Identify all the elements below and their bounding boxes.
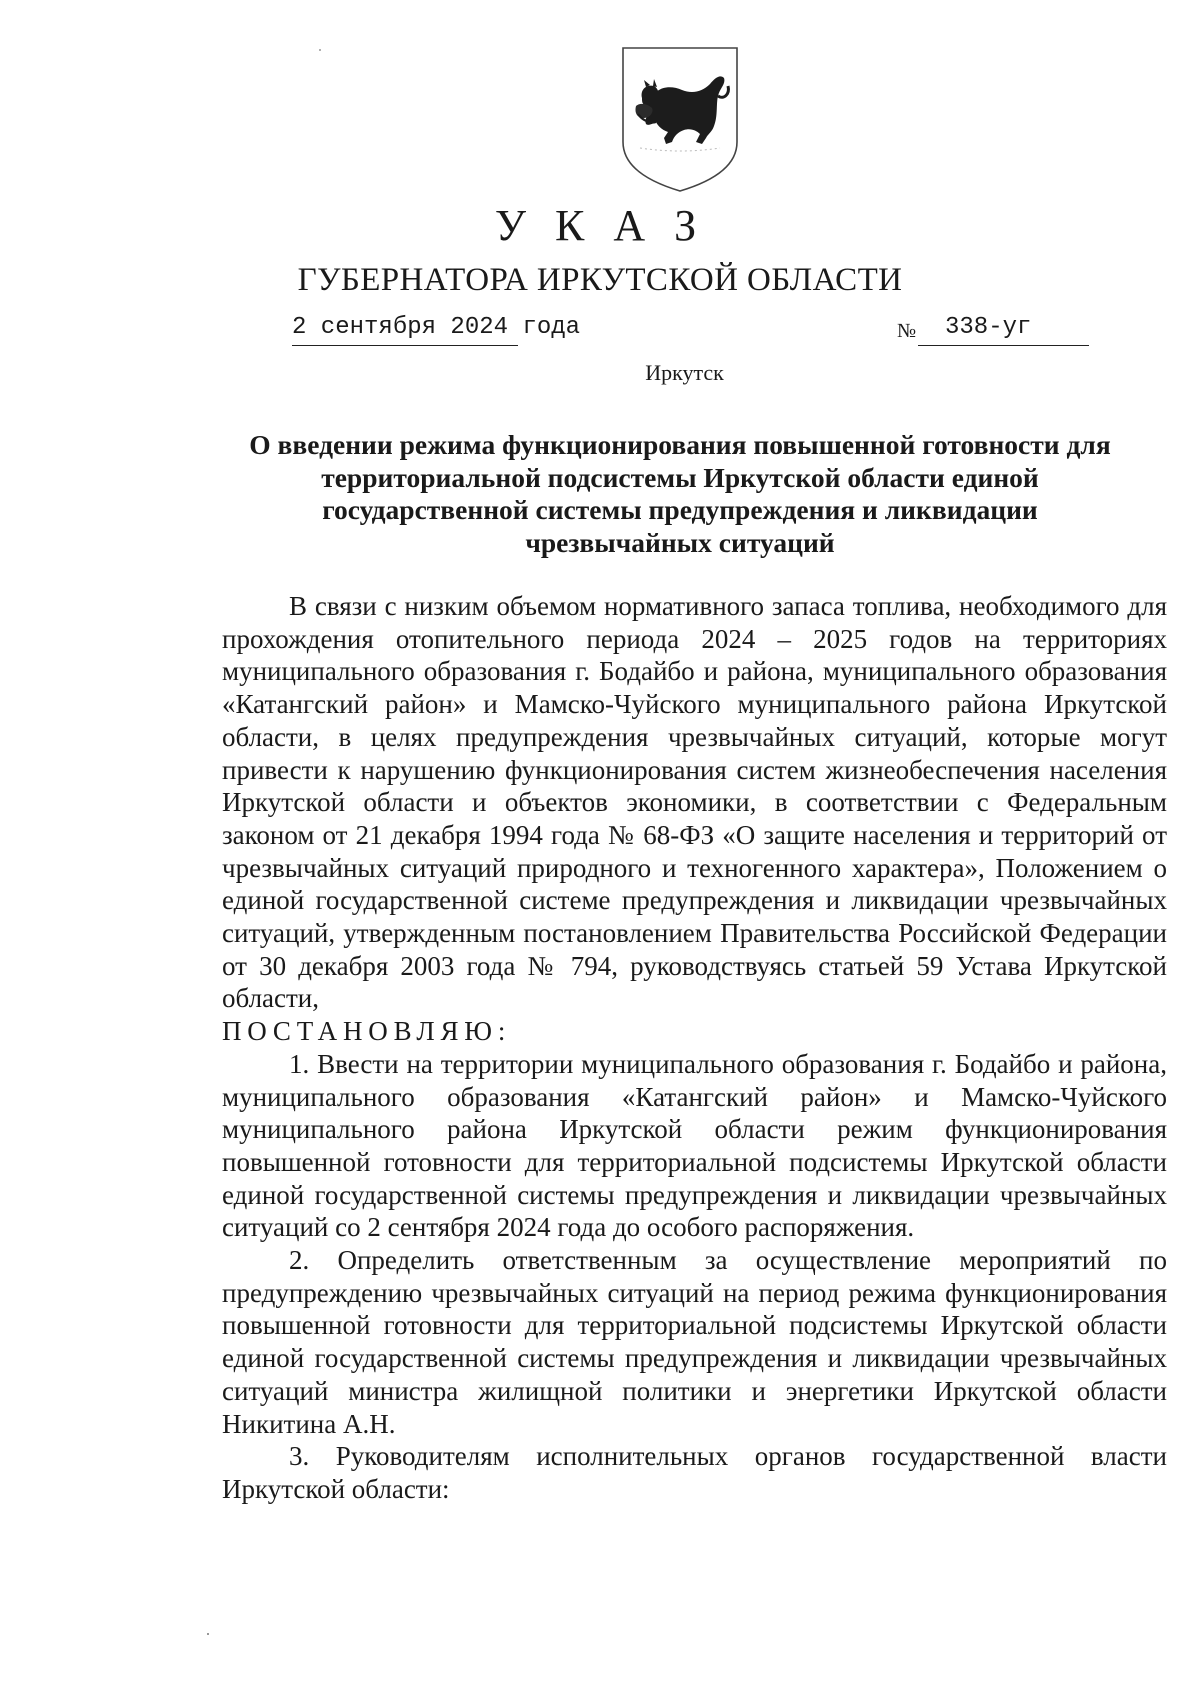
scan-speck [207, 1633, 209, 1635]
city-name: Иркутск [645, 360, 724, 385]
date-underline [292, 345, 518, 346]
preamble-paragraph: В связи с низким объемом нормативного запаса топлива, необходимого для прохождения отопительного периода 2024 – 2025 годов на территориях муниципального образования г. Бодайбо и района, муниципального образования «Катангский район» и Мамско-Чуйского муниципального района Иркутской области, в целях предупреждения чрезвычайных ситуаций, которые могут привести к нарушению функционирования систем жизнеобеспечения населения Иркутской области и объектов экономики, в соответствии с Федеральным законом от 21 декабря 1994 года № 68-ФЗ «О защите населения и территорий от чрезвычайных ситуаций природного и техногенного характера», Положением о единой государственной системе предупреждения и ликвидации чрезвычайных ситуаций, утвержденным постановлением Правительства Российской Федерации от 30 декабря 2003 года № 794, руководствуясь статьей 59 Устава Иркутской области, [222, 591, 1167, 1014]
issuer-subtitle: ГУБЕРНАТОРА ИРКУТСКОЙ ОБЛАСТИ [297, 262, 903, 298]
irkutsk-coat-of-arms-icon [620, 44, 740, 194]
document-title: О введении режима функционирования повышенной готовности для территориальной подсистемы Иркутской области единой государственной системы предупреждения и ликвидации чрезвычайных ситуаций [249, 429, 1111, 558]
document-date: 2 сентября 2024 года [292, 314, 581, 341]
list-item: 1. Ввести на территории муниципального образования г. Бодайбо и района, муниципального образования «Катангский район» и Мамско-Чуйского муниципального района Иркутской области режим функционирования повышенной готовности для территориальной подсистемы Иркутской области единой государственной системы предупреждения и ликвидации чрезвычайных ситуаций со 2 сентября 2024 года до особого распоряжения. [222, 1048, 1167, 1243]
document-body [222, 590, 1167, 1506]
resolve-keyword: ПОСТАНОВЛЯЮ: [222, 1016, 512, 1047]
document-number: 338-уг [945, 314, 1032, 341]
number-underline [918, 345, 1089, 346]
document-type-title: У К А З [494, 201, 706, 250]
list-item: 2. Определить ответственным за осуществление мероприятий по предупреждению чрезвычайных ситуаций на период режима функционирования повышенной готовности для территориальной подсистемы Иркутской области единой государственной системы предупреждения и ликвидации чрезвычайных ситуаций министра жилищной политики и энергетики Иркутской области Никитина А.Н. [222, 1245, 1167, 1439]
number-sign: № [897, 320, 917, 342]
scan-speck [319, 49, 321, 51]
list-item: 3. Руководителям исполнительных органов государственной власти Иркутской области: [222, 1441, 1167, 1504]
